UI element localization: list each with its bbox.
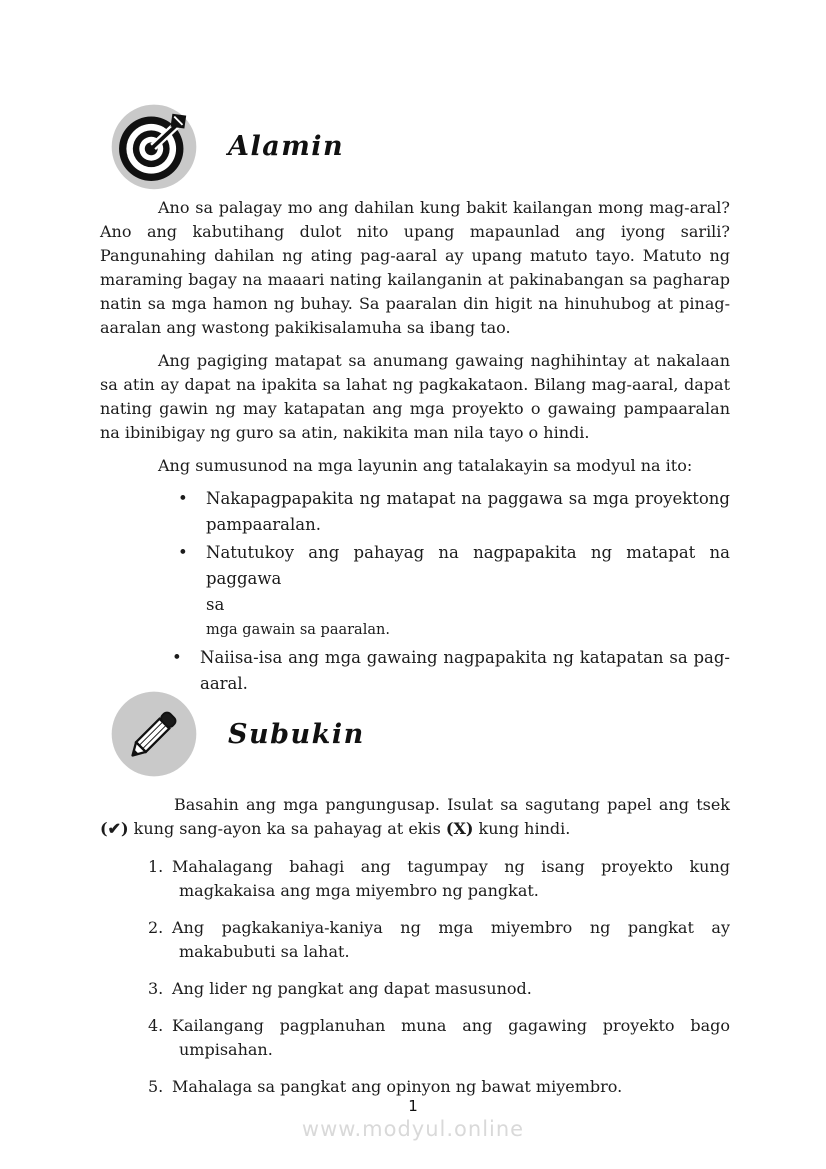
item-number: 5. (148, 1077, 164, 1096)
alamin-section-header (108, 100, 344, 192)
statement-text: Ang lider ng pangkat ang dapat masusunod. (172, 979, 532, 998)
instructions-text: kung sang-ayon ka sa pahayag at ekis (128, 819, 446, 838)
pencil-icon (108, 688, 200, 780)
item-number: 3. (148, 979, 164, 998)
instructions-text: kung hindi. (473, 819, 571, 838)
x-mark-symbol: (X) (445, 819, 474, 838)
objective-text: Natutukoy ang pahayag na nagpapakita ng matapat na paggawa (206, 543, 730, 588)
bullet-icon: • (178, 489, 188, 508)
statements-list (148, 855, 730, 1099)
objectives-list (100, 486, 730, 697)
alamin-body (100, 196, 730, 699)
subukin-body (100, 793, 730, 1112)
alamin-paragraph-1: Ano sa palagay mo ang dahilan kung bakit kailangan mong mag-aral? Ano ang kabutihang dulot nito upang mapaunlad ang iyong sarili? Pangunahing dahilan ng ating pag-aaral ay upang matuto tayo. Matuto ng maraming bagay na maaari nating kailanganin at pakinabangan sa pagharap natin sa mga hamon ng buhay. Sa paaralan din higit na hinuhubog at pinag-aaralan ang wastong pakikisalamuha sa ibang tao. (100, 198, 730, 337)
objective-text: mga gawain sa paaralan. (206, 622, 390, 638)
objective-text: Naiisa-isa ang mga gawaing nagpapakita ng katapatan sa pag-aaral. (200, 648, 730, 693)
statement-text: Kailangang pagplanuhan muna ang gagawing proyekto bago umpisahan. (172, 1016, 730, 1059)
objective-text: Nakapagpapakita ng matapat na paggawa sa mga proyektong pampaaralan. (206, 489, 730, 534)
objective-text: sa (206, 595, 225, 614)
item-number: 2. (148, 918, 164, 937)
list-item (178, 540, 730, 643)
bullet-icon: • (172, 648, 182, 667)
item-number: 4. (148, 1016, 164, 1035)
statement-text: Mahalaga sa pangkat ang opinyon ng bawat miyembro. (172, 1077, 623, 1096)
list-item (148, 1014, 730, 1062)
list-item (148, 916, 730, 964)
target-bullseye-icon (108, 100, 200, 192)
alamin-objectives-intro: Ang sumusunod na mga layunin ang tatalakayin sa modyul na ito: (158, 456, 693, 475)
item-number: 1. (148, 857, 164, 876)
page-number: 1 (408, 1097, 418, 1115)
alamin-paragraph-2: Ang pagiging matapat sa anumang gawaing naghihintay at nakalaan sa atin ay dapat na ipakita sa lahat ng pagkakataon. Bilang mag-aaral, dapat nating gawin ng may katapatan ang mga proyekto o gawaing pampaaralan na ibinibigay ng guro sa atin, nakikita man nila tayo o hindi. (100, 351, 730, 442)
list-item (178, 486, 730, 538)
subukin-heading: Subukin (228, 718, 365, 750)
statement-text: Ang pagkakaniya-kaniya ng mga miyembro ng pangkat ay makabubuti sa lahat. (172, 918, 730, 961)
bullet-icon: • (178, 543, 188, 562)
list-item (148, 977, 730, 1001)
subukin-section-header (108, 688, 365, 780)
subukin-instructions (100, 793, 730, 841)
list-item (148, 855, 730, 903)
statement-text: Mahalagang bahagi ang tagumpay ng isang proyekto kung magkakaisa ang mga miyembro ng pangkat. (172, 857, 730, 900)
watermark: www.modyul.online (301, 1117, 525, 1141)
list-item (148, 1075, 730, 1099)
alamin-heading: Alamin (228, 130, 345, 162)
check-mark-symbol: (✔) (100, 819, 129, 838)
instructions-text: Basahin ang mga pangungusap. Isulat sa sagutang papel ang tsek (174, 795, 730, 814)
